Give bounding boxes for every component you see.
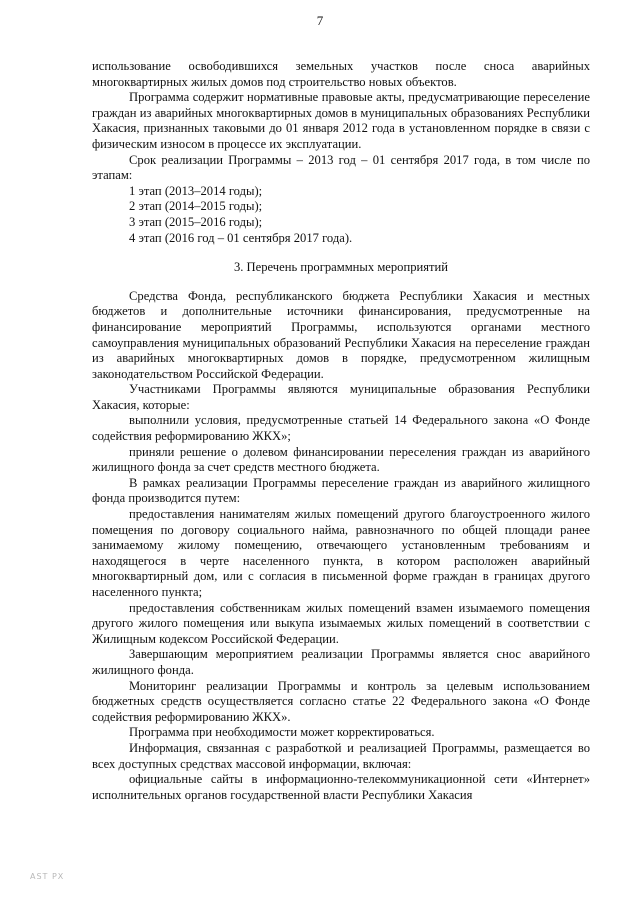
paragraph: Программа при необходимости может корректироваться. [129,725,435,740]
scan-mark: AST PX [30,872,65,881]
stage-item: 1 этап (2013–2014 годы); [129,183,263,198]
paragraph: предоставления нанимателям жилых помещений другого благоустроенного жилого помещения по договору социального найма, равнозначного по общей площади ранее занимаемому жилому помещению, отвечающего установленным требованиям и находящегося в черте населенного пункта, в котором расположен аварийный многоквартирный дом, или с согласия в письменной форме граждан в границах другого населенного пункта; [92,507,590,599]
paragraph-continuation: использование освободившихся земельных участков после сноса аварийных многоквартирных жилых домов под строительство новых объектов. [92,59,590,89]
stage-item: 2 этап (2014–2015 годы); [129,199,263,214]
document-body [92,59,590,803]
paragraph: приняли решение о долевом финансировании переселения граждан из аварийного жилищного фонда за счет средств местного бюджета. [92,444,590,475]
paragraph: Средства Фонда, республиканского бюджета Республики Хакасия и местных бюджетов и дополнительные источники финансирования, предусмотренные на финансирование мероприятий Программы, используются органами местного самоуправления муниципальных образований Республики Хакасия на переселение граждан из аварийных многоквартирных домов в порядке, предусмотренном жилищным законодательством Российской Федерации. [92,288,590,381]
paragraph: предоставления собственникам жилых помещений взамен изымаемого помещения другого жилого помещения или выкупа изымаемых жилых помещений в соответствии с Жилищным кодексом Российской Федерации. [92,600,590,646]
paragraph: Мониторинг реализации Программы и контроль за целевым использованием бюджетных средств осуществляется согласно статье 22 Федерального закона «О Фонде содействия реформированию ЖКХ». [92,678,590,724]
paragraph: В рамках реализации Программы переселение граждан из аварийного жилищного фонда производится путем: [92,475,590,506]
stage-item: 3 этап (2015–2016 годы); [129,214,263,229]
paragraph: Срок реализации Программы – 2013 год – 01 сентября 2017 года, в том числе по этапам: [92,152,590,183]
paragraph: Участниками Программы являются муниципальные образования Республики Хакасия, которые: [92,382,590,412]
page-number: 7 [316,13,324,28]
paragraph: Завершающим мероприятием реализации Программы является снос аварийного жилищного фонда. [92,647,590,677]
section-heading: 3. Перечень программных мероприятий [233,260,449,275]
paragraph: Информация, связанная с разработкой и реализацией Программы, размещается во всех доступных средствах массовой информации, включая: [92,740,590,771]
paragraph: выполнили условия, предусмотренные статьей 14 Федерального закона «О Фонде содействия реформированию ЖКХ»; [92,413,590,444]
stage-item: 4 этап (2016 год – 01 сентября 2017 года). [129,230,353,245]
paragraph: официальные сайты в информационно-телекоммуникационной сети «Интернет» исполнительных органов государственной власти Республики Хакасия [92,772,590,802]
paragraph: Программа содержит нормативные правовые акты, предусматривающие переселение граждан из аварийных многоквартирных домов в муниципальных образованиях Республики Хакасия, признанных таковыми до 01 января 2012 года в установленном порядке в связи с физическим износом в процессе их эксплуатации. [92,90,590,151]
